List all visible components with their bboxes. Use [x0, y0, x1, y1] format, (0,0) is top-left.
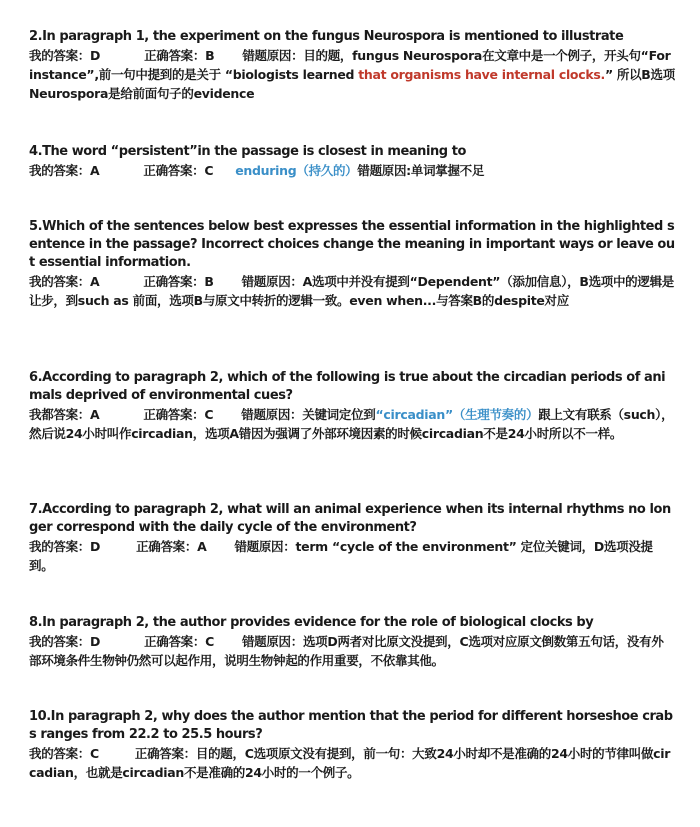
correct-answer: 正确答案：: [134, 746, 196, 761]
reason-highlight: that organisms have internal clocks.: [358, 67, 605, 82]
answer-paragraph: [29, 744, 675, 782]
question-item-5: [29, 218, 675, 310]
reason-label: 错题原因：: [234, 539, 296, 554]
correct-answer: 正确答案：C: [143, 163, 214, 178]
my-answer: 我的答案：D: [29, 48, 101, 63]
question-item-2: [29, 28, 675, 103]
answer-paragraph: [29, 272, 675, 310]
correct-answer: 正确答案：B: [143, 274, 214, 289]
reason-text: 目的题，C选项原文没有提到，前一句：大致24小时却不是准确的24小时的节律叫做circadian，也就是circadian不是准确的24小时的一个例子。: [29, 746, 671, 780]
reason-label: 错题原因：: [242, 48, 304, 63]
question-item-4: [29, 143, 675, 180]
answer-paragraph: [29, 46, 675, 103]
correct-answer: 正确答案：A: [136, 539, 207, 554]
reason-text: 选项D两者对比原文没提到，C选项对应原文倒数第五句话，没有外部环境条件生物钟仍然可以起作用，说明生物钟起的作用重要，不依靠其他。: [29, 634, 664, 668]
answer-paragraph: [29, 632, 675, 670]
correct-answer: 正确答案：C: [143, 407, 214, 422]
question-item-10: [29, 708, 675, 782]
reason-text: 目的题，fungus Neurospora在文章中是一个例子，开头句“For instance”,前一句中提到的是关于 “biologists learned: [29, 48, 671, 82]
reason-label: 错题原因：: [241, 407, 303, 422]
my-answer: 我的答案：C: [29, 746, 99, 761]
answer-paragraph: [29, 161, 675, 180]
reason-text-cont: ” 所以B选项Neurospora是给前面句子的evidence: [29, 67, 675, 101]
question-text: 8.In paragraph 2, the author provides evidence for the role of biological clocks by: [29, 615, 594, 630]
question-text: 10.In paragraph 2, why does the author mention that the period for different horseshoe crabs ranges from 22.2 to 25.5 hours?: [29, 709, 673, 742]
reason-text: A选项中并没有提到“Dependent”（添加信息），B选项中的逻辑是让步，到such as 前面，选项B与原文中转折的逻辑一致。even when...与答案B的despite对应: [29, 274, 674, 308]
correct-answer: 正确答案：C: [144, 634, 214, 649]
reason-text-cont: 跟上文有联系（such），然后说24小时叫作circadian，选项A错因为强调了外部环境因素的时候circadian不是24小时所以不一样。: [29, 407, 674, 441]
my-answer: 我的答案：D: [29, 634, 101, 649]
answer-paragraph: [29, 405, 675, 443]
reason-text: 关键词定位到: [302, 407, 376, 422]
my-answer: 我都答案：A: [29, 407, 100, 422]
correct-answer: 正确答案：B: [144, 48, 215, 63]
my-answer: 我的答案：A: [29, 163, 100, 178]
question-item-7: [29, 501, 675, 575]
reason-text: term “cycle of the environment” 定位关键词，D选项没提到。: [29, 539, 653, 573]
my-answer: 我的答案：A: [29, 274, 100, 289]
reason-label: 错题原因:: [357, 163, 411, 178]
question-item-6: [29, 369, 675, 443]
my-answer: 我的答案：D: [29, 539, 101, 554]
answer-highlight: enduring（持久的）: [235, 163, 358, 178]
question-text: 7.According to paragraph 2, what will an animal experience when its internal rhythms no longer correspond with the daily cycle of the environment?: [29, 502, 671, 535]
question-text: 4.The word “persistent”in the passage is closest in meaning to: [29, 144, 466, 159]
question-item-8: [29, 614, 675, 670]
question-text: 6.According to paragraph 2, which of the following is true about the circadian periods of animals deprived of environmental cues?: [29, 370, 666, 403]
reason-label: 错题原因：: [241, 634, 303, 649]
reason-text: 单词掌握不足: [410, 163, 485, 178]
answer-paragraph: [29, 537, 675, 575]
reason-highlight: “circadian”（生理节奏的）: [375, 407, 539, 422]
question-text: 5.Which of the sentences below best expresses the essential information in the highlighted sentence in the passage? Incorrect choices change the meaning in important ways or leave out essential information.: [29, 219, 675, 270]
reason-label: 错题原因：: [241, 274, 303, 289]
question-text: 2.In paragraph 1, the experiment on the fungus Neurospora is mentioned to illustrate: [29, 29, 624, 44]
